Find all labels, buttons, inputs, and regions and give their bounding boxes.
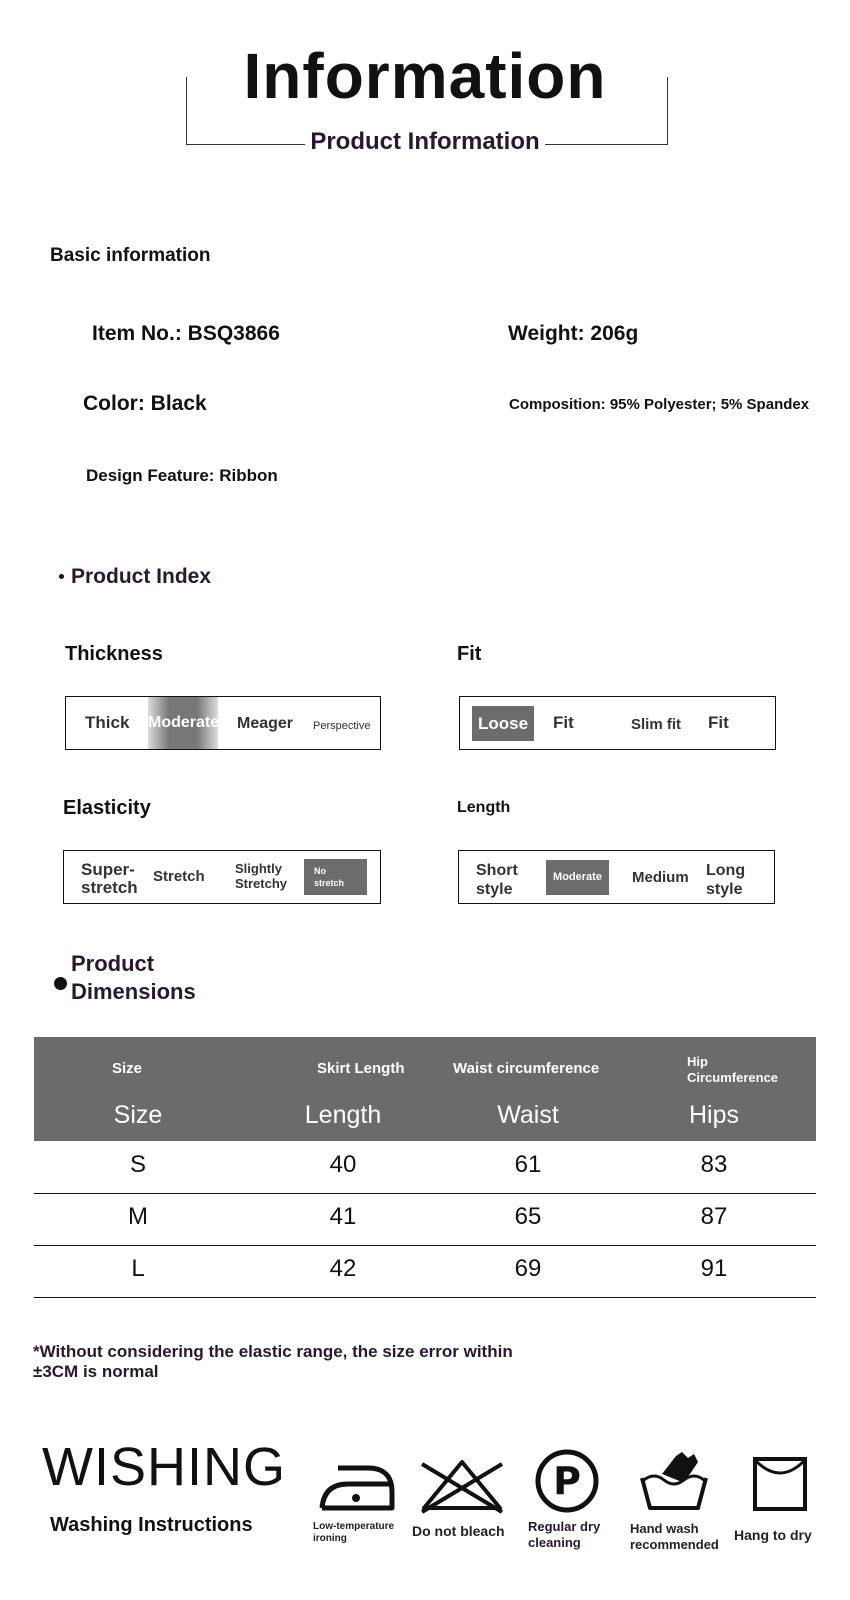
- thickness-title: Thickness: [65, 643, 163, 665]
- length-option: Medium: [632, 869, 689, 886]
- dry-clean-caption: Regular dry cleaning: [528, 1519, 601, 1550]
- thickness-option: Thick: [85, 713, 130, 732]
- hang-dry-icon: [752, 1456, 808, 1512]
- design-feature: Design Feature: Ribbon: [86, 466, 278, 485]
- header-waist: Waist: [497, 1101, 559, 1129]
- cell-size: L: [131, 1255, 145, 1282]
- iron-icon: [318, 1462, 396, 1512]
- iron-caption: Low-temperature ironing: [313, 1521, 395, 1544]
- fit-title: Fit: [457, 643, 482, 665]
- weight: Weight: 206g: [508, 322, 639, 345]
- cell-hips: 87: [700, 1203, 728, 1230]
- table-row: [34, 1193, 816, 1246]
- elasticity-title: Elasticity: [63, 797, 151, 819]
- page-title: Information: [243, 40, 607, 112]
- length-option: Long style: [706, 862, 746, 898]
- elasticity-option: Super- stretch: [81, 860, 138, 897]
- item-number: Item No.: BSQ3866: [92, 322, 280, 345]
- thickness-option: Meager: [237, 715, 294, 732]
- hand-wash-caption: Hand wash recommended: [630, 1521, 719, 1552]
- header-length-small: Skirt Length: [317, 1060, 405, 1077]
- length-option-selected: Moderate: [546, 860, 609, 895]
- elasticity-option-selected: No stretch: [304, 859, 367, 895]
- header-hips: Hips: [688, 1101, 739, 1129]
- header-waist-small: Waist circumference: [453, 1060, 600, 1077]
- header-length: Length: [304, 1101, 382, 1129]
- hand-wash-icon: [638, 1448, 710, 1514]
- washing-title: WISHING: [42, 1437, 286, 1497]
- fit-option-selected: Loose: [472, 706, 534, 741]
- cell-waist: 61: [514, 1151, 542, 1178]
- bullet-dot: [54, 977, 67, 990]
- size-error-note: *Without considering the elastic range, the size error within ±3CM is normal: [33, 1342, 513, 1381]
- cell-size: S: [129, 1151, 146, 1178]
- header-size-small: Size: [112, 1060, 143, 1077]
- table-row: [34, 1141, 816, 1194]
- length-scale: [458, 850, 775, 904]
- basic-info-label: Basic information: [50, 245, 211, 266]
- product-dimensions-heading: Product Dimensions: [71, 951, 196, 1004]
- table-row: [34, 1245, 816, 1298]
- elasticity-option: Slightly Stretchy: [235, 861, 288, 891]
- washing-instructions-label: Washing Instructions: [50, 1514, 253, 1536]
- cell-length: 41: [329, 1203, 357, 1230]
- thickness-option: Perspective: [313, 720, 371, 732]
- composition: Composition: 95% Polyester; 5% Spandex: [509, 396, 810, 413]
- svg-text:P: P: [553, 1459, 581, 1503]
- cell-hips: 91: [700, 1255, 728, 1282]
- header-size: Size: [113, 1101, 163, 1129]
- fit-option: Slim fit: [631, 716, 682, 733]
- elasticity-option: Stretch: [153, 868, 205, 885]
- color: Color: Black: [83, 392, 207, 415]
- hang-dry-caption: Hang to dry: [734, 1527, 812, 1543]
- no-bleach-caption: Do not bleach: [412, 1523, 505, 1539]
- length-title: Length: [457, 799, 511, 816]
- cell-size: M: [128, 1203, 148, 1230]
- size-table-header: [34, 1037, 816, 1141]
- page-subtitle: Product Information: [305, 126, 545, 158]
- cell-waist: 69: [514, 1255, 542, 1282]
- cell-length: 40: [329, 1151, 357, 1178]
- bullet-dot: [59, 574, 64, 579]
- elasticity-scale: [63, 850, 381, 904]
- thickness-scale: [65, 696, 381, 750]
- cell-hips: 83: [700, 1151, 728, 1178]
- fit-scale: [459, 696, 776, 750]
- length-option: Short style: [476, 862, 518, 898]
- dry-clean-p-icon: [534, 1448, 600, 1514]
- thickness-option-selected: Moderate: [148, 697, 218, 749]
- cell-length: 42: [329, 1255, 357, 1282]
- fit-option: Fit: [708, 713, 729, 732]
- fit-option: Fit: [553, 713, 574, 732]
- header-hip-small: Hip Circumference: [687, 1054, 779, 1085]
- cell-waist: 65: [514, 1203, 542, 1230]
- product-index-heading: Product Index: [71, 565, 212, 588]
- no-bleach-icon: [418, 1456, 506, 1514]
